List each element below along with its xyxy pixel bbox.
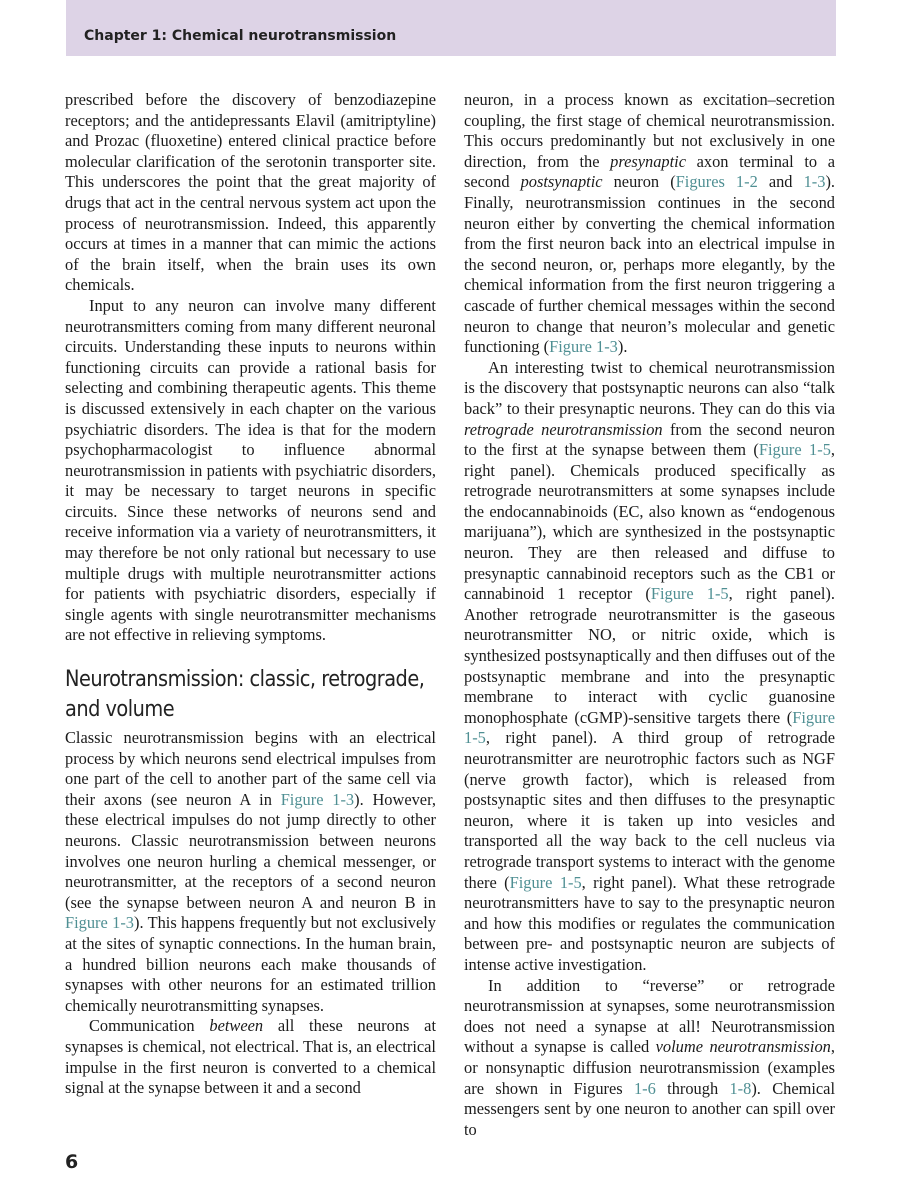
figure-link[interactable]: Figure 1-5 xyxy=(758,440,831,460)
text-run: and xyxy=(757,172,804,192)
text-run: axon terminal to a second xyxy=(464,151,836,192)
paragraph xyxy=(65,1016,436,1098)
text-run: ). Chemical messengers sent by one neuron to another can spill over to xyxy=(464,1078,836,1139)
figure-link[interactable]: Figure 1-5 xyxy=(650,584,729,604)
paragraph xyxy=(464,976,835,1141)
text-run: neuron, in a process known as excitation–secretion coupling, the first stage of chemical neurotransmission. This occurs predominantly but not exclusively in one direction, from the xyxy=(464,90,835,171)
emphasis: volume neurotransmission xyxy=(655,1037,831,1057)
text-run: An interesting twist to chemical neurotransmission is the discovery that postsynaptic neurons can also “talk back” to their presynaptic neurons. They can do this via xyxy=(464,357,835,418)
text-run: Classic neurotransmission begins with an electrical process by which neurons send electrical impulses from one part of the cell to another part of the same cell via their axons (see neuron A in xyxy=(65,728,436,809)
paragraph xyxy=(65,728,436,1016)
figure-link[interactable]: Figure 1-3 xyxy=(65,913,134,933)
text-run: , right panel). What these retrograde neurotransmitters have to say to the presynaptic neuron and how this modifies or regulates the communication between pre- and postsynaptic neuron are subjects of intense active investigation. xyxy=(464,872,835,974)
text-run: ). xyxy=(617,337,628,357)
figure-link[interactable]: 1-6 xyxy=(633,1078,656,1098)
text-run: from the second neuron to the first at the synapse between them ( xyxy=(464,419,836,460)
text-run: , or nonsynaptic diffusion neurotransmission (examples are shown in Figures xyxy=(464,1037,835,1098)
paragraph xyxy=(464,90,835,358)
text-run: Communication xyxy=(89,1016,210,1036)
figure-link[interactable]: Figures 1-2 xyxy=(675,172,758,192)
figure-link[interactable]: Figure 1-3 xyxy=(280,789,355,809)
paragraph: prescribed before the discovery of benzodiazepine receptors; and the antidepressants Elavil (amitriptyline) and Prozac (fluoxetine) entered clinical practice before molecular clarification of the serotonin transporter site. This underscores the point that the great majority of drugs that act in the central nervous system act upon the process of neurotransmission. Indeed, this apparently occurs at times in a manner that can mimic the actions of the brain itself, when the brain uses its own chemicals. xyxy=(65,90,436,295)
text-run: ). Finally, neurotransmission continues in the second neuron either by converting the chemical information from the first neuron back into an electrical impulse in the second neuron, or, perhaps more elegantly, by the chemical information from the first neuron triggering a cascade of further chemical messages within the second neuron to change that neuron’s molecular and genetic functioning ( xyxy=(464,172,835,357)
paragraph xyxy=(464,358,835,976)
text-run: ). This happens frequently but not exclusively at the sites of synaptic connections. In the human brain, a hundred billion neurons each make thousands of synapses with other neurons for an estimated trillion chemically neurotransmitting synapses. xyxy=(65,913,436,1015)
text-run: neuron ( xyxy=(602,172,676,192)
emphasis: presynaptic xyxy=(610,151,686,171)
figure-link[interactable]: Figure 1-3 xyxy=(549,337,618,357)
right-column xyxy=(464,90,835,1140)
paragraph: Input to any neuron can involve many different neurotransmitters coming from many different neuronal circuits. Understanding these inputs to neurons within functioning circuits can provide a rational basis for selecting and combining therapeutic agents. This theme is discussed extensively in each chapter on the various psychiatric disorders. The idea is that for the modern psychopharmacologist to influence abnormal neurotransmission in patients with psychiatric disorders, it may be necessary to target neurons in specific circuits. Since these networks of neurons send and receive information via a variety of neurotransmitters, it may therefore be not only rational but necessary to use multiple drugs with multiple neurotransmitter actions for patients with psychiatric disorders, especially if single agents with single neurotransmitter mechanisms are not effective in relieving symptoms. xyxy=(65,295,436,645)
page-number: 6 xyxy=(65,1151,79,1173)
emphasis: between xyxy=(209,1016,264,1036)
emphasis: retrograde neurotransmission xyxy=(464,419,663,439)
text-run: In addition to “reverse” or retrograde neurotransmission at synapses, some neurotransmission does not need a synapse at all! Neurotransmission without a synapse is called xyxy=(464,975,835,1057)
figure-link[interactable]: Figure 1-5 xyxy=(464,707,835,748)
figure-link[interactable]: 1-8 xyxy=(729,1078,752,1098)
text-run: , right panel). A third group of retrograde neurotransmitter are neurotrophic factors such as NGF (nerve growth factor), which is released from postsynaptic sites and then diffuses to the presynaptic neuron, where it is taken up into vesicles and transported all the way back to the cell nucleus via retrograde transport systems to interact with the genome there ( xyxy=(464,728,835,892)
text-run: , right panel). Another retrograde neurotransmitter is the gaseous neurotransmitter NO, or nitric oxide, which is synthesized postsynaptically and then diffuses out of the postsynaptic membrane and into the presynaptic membrane to interact with cyclic guanosine monophosphate (cGMP)-sensitive targets there ( xyxy=(464,584,835,727)
chapter-title: Chapter 1: Chemical neurotransmission xyxy=(84,28,397,44)
figure-link[interactable]: Figure 1-5 xyxy=(509,872,582,892)
section-heading: Neurotransmission: classic, retrograde, and volume xyxy=(65,666,425,723)
figure-link[interactable]: 1-3 xyxy=(803,172,826,192)
text-run: through xyxy=(655,1078,730,1098)
text-run: , right panel). Chemicals produced specifically as retrograde neurotransmitters at some synapses include the endocannabinoids (EC, also known as “endogenous marijuana”), which are synthesized in the postsynaptic neuron. They are then released and diffuse to presynaptic cannabinoid receptors such as the CB1 or cannabinoid 1 receptor ( xyxy=(464,440,835,604)
left-column xyxy=(65,90,436,1099)
text-run: all these neurons at synapses is chemical, not electrical. That is, an electrical impulse in the first neuron is converted to a chemical signal at the synapse between it and a second xyxy=(65,1016,436,1098)
emphasis: postsynaptic xyxy=(520,172,603,192)
text-run: ). However, these electrical impulses do not jump directly to other neurons. Classic neurotransmission between neurons involves one neuron hurling a chemical messenger, or neurotransmitter, at the receptors of a second neuron (see the synapse between neuron A and neuron B in xyxy=(65,789,436,912)
